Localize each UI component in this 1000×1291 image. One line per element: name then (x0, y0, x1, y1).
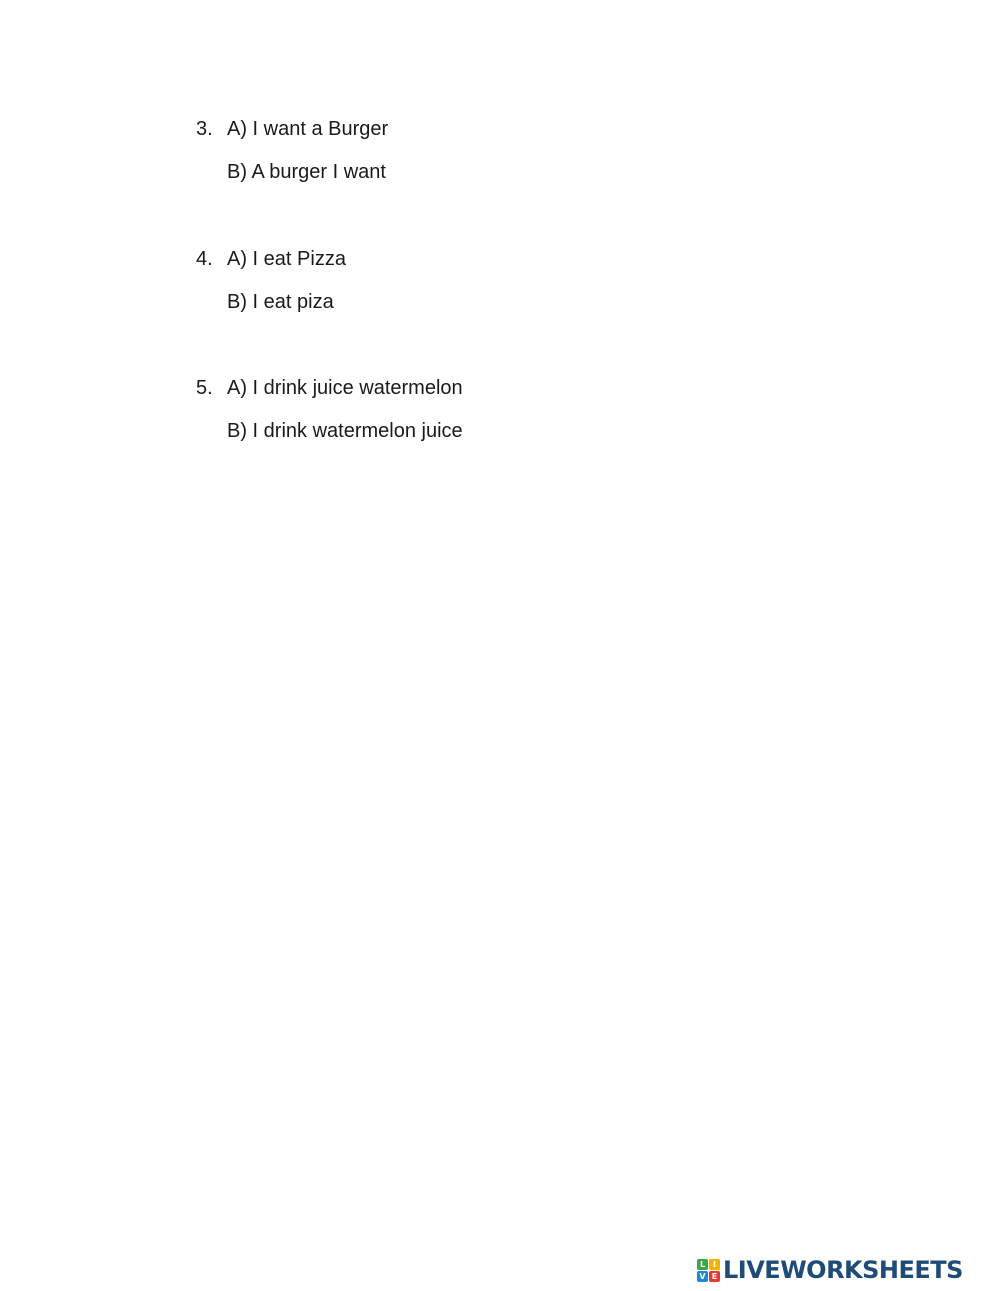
question-4 (196, 245, 796, 316)
option-b-text: B) I drink watermelon juice (227, 420, 463, 442)
option-a-text: A) I drink juice watermelon (227, 377, 463, 399)
question-number: 5. (196, 377, 213, 399)
question-number: 3. (196, 118, 213, 140)
question-3 (196, 115, 796, 186)
logo-cell-l: L (697, 1259, 708, 1270)
liveworksheets-logo (697, 1256, 963, 1284)
logo-cell-e: E (709, 1271, 720, 1282)
option-b-text: B) I eat piza (227, 291, 334, 313)
option-b-text: B) A burger I want (227, 161, 386, 183)
question-4-option-a (196, 245, 796, 273)
question-5-option-a (196, 374, 796, 402)
option-a-text: A) I eat Pizza (227, 248, 346, 270)
question-5-option-b (196, 417, 796, 445)
question-3-option-b (196, 158, 796, 186)
logo-cell-i: I (709, 1259, 720, 1270)
logo-cell-v: V (697, 1271, 708, 1282)
question-4-option-b (196, 288, 796, 316)
logo-text: LIVEWORKSHEETS (723, 1256, 963, 1284)
question-3-option-a (196, 115, 796, 143)
logo-mark-icon (697, 1259, 720, 1282)
option-a-text: A) I want a Burger (227, 118, 389, 140)
question-number: 4. (196, 248, 213, 270)
question-5 (196, 374, 796, 445)
